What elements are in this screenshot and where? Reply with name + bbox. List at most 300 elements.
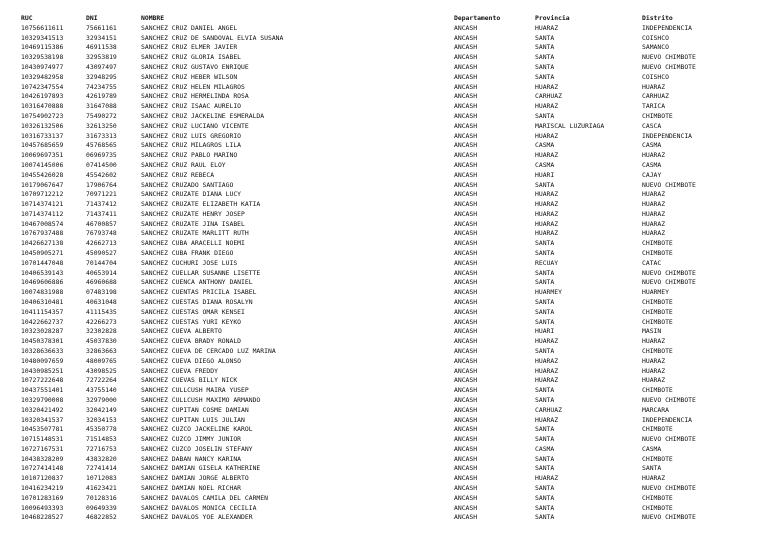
cell-provincia: SANTA <box>535 278 555 287</box>
cell-distrito: NUEVO CHIMBOTE <box>642 268 696 277</box>
cell-departamento: ANCASH <box>454 366 478 375</box>
cell-ruc: 10430985251 <box>21 366 64 375</box>
cell-distrito: HUARMEY <box>642 288 669 297</box>
cell-provincia: HUARMEY <box>535 288 562 297</box>
cell-distrito: NUEVO CHIMBOTE <box>642 395 696 404</box>
table-row <box>0 327 768 337</box>
table-row <box>0 416 768 426</box>
cell-provincia: SANTA <box>535 180 555 189</box>
table-row <box>0 435 768 445</box>
cell-nombre: SANCHEZ CRUZ JACKELINE ESMERALDA <box>141 112 265 120</box>
cell-ruc: 10742347554 <box>21 82 64 91</box>
cell-departamento: ANCASH <box>454 229 478 238</box>
cell-provincia: SANTA <box>535 484 555 493</box>
cell-distrito: CHIMBOTE <box>642 307 673 316</box>
cell-distrito: HUARAZ <box>642 190 666 199</box>
cell-nombre: SANCHEZ DAMIAN JORGE ALBERTO <box>141 474 249 483</box>
cell-dni: 32979000 <box>86 395 117 404</box>
cell-departamento: ANCASH <box>454 72 478 81</box>
cell-provincia: HUARAZ <box>535 82 559 91</box>
cell-departamento: ANCASH <box>454 425 478 434</box>
table-row <box>0 259 768 269</box>
cell-ruc: 10701447048 <box>21 258 64 267</box>
cell-ruc: 10069697351 <box>21 151 64 160</box>
cell-ruc: 10468228527 <box>21 513 64 522</box>
cell-departamento: ANCASH <box>454 151 478 160</box>
table-row <box>0 210 768 220</box>
cell-dni: 45350778 <box>86 425 117 434</box>
cell-distrito: HUARAZ <box>642 151 666 160</box>
table-row <box>0 504 768 514</box>
cell-departamento: ANCASH <box>454 160 478 169</box>
cell-dni: 10712083 <box>86 474 117 483</box>
cell-nombre: SANCHEZ CUENTAS PRICILA ISABEL <box>141 288 257 297</box>
cell-distrito: HUARAZ <box>642 376 666 385</box>
cell-distrito: CHIMBOTE <box>642 493 673 502</box>
cell-dni: 45090527 <box>86 249 117 258</box>
table-row <box>0 53 768 63</box>
cell-ruc: 10329482958 <box>21 72 64 81</box>
cell-provincia: HUARAZ <box>535 131 559 140</box>
cell-departamento: ANCASH <box>454 43 478 52</box>
cell-departamento: ANCASH <box>454 513 478 522</box>
cell-distrito: CASCA <box>642 121 662 130</box>
cell-ruc: 10450905271 <box>21 249 64 258</box>
cell-ruc: 10715148531 <box>21 435 64 444</box>
cell-nombre: SANCHEZ CULLCUSH MAIRA YUSEP <box>141 386 249 395</box>
cell-provincia: SANTA <box>535 249 555 258</box>
cell-dni: 42662713 <box>86 239 117 248</box>
cell-dni: 46822852 <box>86 513 117 522</box>
cell-ruc: 10320421492 <box>21 405 64 414</box>
cell-dni: 70128316 <box>86 493 117 502</box>
cell-distrito: CHIMBOTE <box>642 425 673 434</box>
cell-departamento: ANCASH <box>454 200 478 209</box>
cell-distrito: SANTA <box>642 464 662 473</box>
cell-departamento: ANCASH <box>454 209 478 218</box>
cell-distrito: HUARAZ <box>642 229 666 238</box>
cell-departamento: ANCASH <box>454 444 478 453</box>
cell-departamento: ANCASH <box>454 121 478 130</box>
cell-nombre: SANCHEZ CRUZ ISAAC AURELIO <box>141 102 242 111</box>
cell-departamento: ANCASH <box>454 454 478 463</box>
cell-nombre: SANCHEZ CUEVA FREDDY <box>141 366 218 375</box>
cell-distrito: CHIMBOTE <box>642 454 673 463</box>
cell-departamento: ANCASH <box>454 474 478 483</box>
cell-provincia: HUARAZ <box>535 151 559 160</box>
cell-departamento: ANCASH <box>454 23 478 32</box>
cell-distrito: CHIMBOTE <box>642 298 673 307</box>
cell-departamento: ANCASH <box>454 249 478 258</box>
cell-nombre: SANCHEZ CRUZ GLORIA ISABEL <box>141 53 242 62</box>
cell-provincia: SANTA <box>535 53 555 62</box>
table-row <box>0 494 768 504</box>
cell-dni: 07483198 <box>86 288 117 297</box>
cell-nombre: SANCHEZ CRUZATE HENRY JOSEP <box>141 209 245 218</box>
cell-nombre: SANCHEZ CUESTAS YURI KEYKO <box>141 317 242 326</box>
cell-provincia: SANTA <box>535 395 555 404</box>
cell-dni: 45542602 <box>86 170 117 179</box>
cell-provincia: HUARAZ <box>535 415 559 424</box>
cell-dni: 32034153 <box>86 415 117 424</box>
cell-ruc: 10714374121 <box>21 200 64 209</box>
cell-dni: 42619789 <box>86 92 117 101</box>
cell-distrito: CATAC <box>642 258 662 267</box>
cell-nombre: SANCHEZ CUBA ARACELLI NOEMI <box>141 239 245 248</box>
cell-distrito: CASMA <box>642 141 662 150</box>
cell-provincia: SANTA <box>535 454 555 463</box>
table-row <box>0 171 768 181</box>
table-row <box>0 269 768 279</box>
table-row <box>0 190 768 200</box>
cell-nombre: SANCHEZ CRUZATE DIANA LUCY <box>141 190 242 199</box>
cell-nombre: SANCHEZ CUEVA DE CERCADO LUZ MARINA <box>141 346 276 355</box>
cell-provincia: SANTA <box>535 307 555 316</box>
cell-departamento: ANCASH <box>454 33 478 42</box>
cell-ruc: 10767937488 <box>21 229 64 238</box>
cell-dni: 32934151 <box>86 33 117 42</box>
cell-provincia: HUARI <box>535 170 555 179</box>
cell-distrito: CHIMBOTE <box>642 112 673 120</box>
cell-departamento: ANCASH <box>454 484 478 493</box>
cell-nombre: SANCHEZ DAVALOS MONICA CECILIA <box>141 503 257 512</box>
cell-dni: 32302828 <box>86 327 117 336</box>
table-row <box>0 122 768 132</box>
cell-nombre: SANCHEZ CUENCA ANTHONY DANIEL <box>141 278 253 287</box>
cell-distrito: MASIN <box>642 327 662 336</box>
cell-nombre: SANCHEZ CRUZ HERMELINDA ROSA <box>141 92 249 101</box>
cell-ruc: 10316470888 <box>21 102 64 111</box>
cell-distrito: CASMA <box>642 444 662 453</box>
table-row <box>0 83 768 93</box>
cell-ruc: 10727414148 <box>21 464 64 473</box>
table-row <box>0 347 768 357</box>
cell-ruc: 10328636633 <box>21 346 64 355</box>
cell-provincia: HUARAZ <box>535 209 559 218</box>
cell-departamento: ANCASH <box>454 346 478 355</box>
cell-ruc: 10430974977 <box>21 63 64 72</box>
table-row <box>0 200 768 210</box>
cell-nombre: SANCHEZ CRUZ GUSTAVO ENRIQUE <box>141 63 249 72</box>
cell-dni: 46911538 <box>86 43 117 52</box>
cell-distrito: CHIMBOTE <box>642 239 673 248</box>
cell-departamento: ANCASH <box>454 278 478 287</box>
cell-dni: 32042149 <box>86 405 117 414</box>
cell-provincia: SANTA <box>535 112 555 120</box>
table-row <box>0 376 768 386</box>
cell-provincia: SANTA <box>535 425 555 434</box>
cell-provincia: CARHUAZ <box>535 92 562 101</box>
cell-departamento: ANCASH <box>454 415 478 424</box>
table-row <box>0 102 768 112</box>
cell-departamento: ANCASH <box>454 317 478 326</box>
header-departamento: Departamento <box>454 14 501 22</box>
cell-departamento: ANCASH <box>454 53 478 62</box>
cell-nombre: SANCHEZ CUEVAS BILLY NICK <box>141 376 238 385</box>
table-row <box>0 141 768 151</box>
cell-nombre: SANCHEZ CUZCO JACKELINE KAROL <box>141 425 253 434</box>
cell-ruc: 10329790008 <box>21 395 64 404</box>
table-row <box>0 298 768 308</box>
table-row <box>0 220 768 230</box>
cell-departamento: ANCASH <box>454 63 478 72</box>
cell-provincia: HUARAZ <box>535 356 559 365</box>
cell-distrito: HUARAZ <box>642 474 666 483</box>
cell-nombre: SANCHEZ CUPITAN LUIS JULIAN <box>141 415 245 424</box>
cell-nombre: SANCHEZ CRUZATE MARLITT RUTH <box>141 229 249 238</box>
cell-distrito: NUEVO CHIMBOTE <box>642 513 696 522</box>
cell-ruc: 10316733137 <box>21 131 64 140</box>
cell-nombre: SANCHEZ CULLCUSH MAXIMO ARMANDO <box>141 395 261 404</box>
cell-provincia: SANTA <box>535 63 555 72</box>
cell-dni: 76793748 <box>86 229 117 238</box>
cell-nombre: SANCHEZ CRUZ DANIEL ANGEL <box>141 23 238 32</box>
table-row <box>0 484 768 494</box>
cell-provincia: SANTA <box>535 239 555 248</box>
cell-provincia: CASMA <box>535 160 555 169</box>
cell-provincia: SANTA <box>535 464 555 473</box>
cell-provincia: HUARAZ <box>535 474 559 483</box>
cell-ruc: 10416234219 <box>21 484 64 493</box>
table-row <box>0 239 768 249</box>
cell-distrito: COISHCO <box>642 72 669 81</box>
table-row <box>0 43 768 53</box>
cell-distrito: NUEVO CHIMBOTE <box>642 435 696 444</box>
cell-distrito: CHIMBOTE <box>642 317 673 326</box>
table-row <box>0 425 768 435</box>
header-provincia: Provincia <box>535 14 570 22</box>
cell-ruc: 10426197893 <box>21 92 64 101</box>
cell-dni: 31647088 <box>86 102 117 111</box>
cell-ruc: 10406310481 <box>21 298 64 307</box>
cell-departamento: ANCASH <box>454 239 478 248</box>
cell-dni: 43832820 <box>86 454 117 463</box>
cell-dni: 46960688 <box>86 278 117 287</box>
table-row <box>0 513 768 523</box>
cell-nombre: SANCHEZ CUESTAS DIANA ROSALYN <box>141 298 253 307</box>
cell-departamento: ANCASH <box>454 102 478 111</box>
cell-dni: 32948295 <box>86 72 117 81</box>
cell-ruc: 10453507781 <box>21 425 64 434</box>
cell-ruc: 10323028287 <box>21 327 64 336</box>
cell-dni: 43097497 <box>86 63 117 72</box>
cell-nombre: SANCHEZ DAMIAN NOEL RICHAR <box>141 484 242 493</box>
cell-provincia: CASMA <box>535 141 555 150</box>
cell-ruc: 10450378301 <box>21 337 64 346</box>
cell-nombre: SANCHEZ CRUZ ELMER JAVIER <box>141 43 238 52</box>
cell-departamento: ANCASH <box>454 337 478 346</box>
cell-distrito: CHIMBOTE <box>642 346 673 355</box>
cell-provincia: SANTA <box>535 72 555 81</box>
cell-departamento: ANCASH <box>454 405 478 414</box>
cell-departamento: ANCASH <box>454 82 478 91</box>
table-row <box>0 445 768 455</box>
cell-departamento: ANCASH <box>454 386 478 395</box>
cell-departamento: ANCASH <box>454 503 478 512</box>
cell-distrito: NUEVO CHIMBOTE <box>642 63 696 72</box>
cell-departamento: ANCASH <box>454 92 478 101</box>
cell-departamento: ANCASH <box>454 493 478 502</box>
cell-distrito: HUARAZ <box>642 356 666 365</box>
cell-provincia: SANTA <box>535 346 555 355</box>
table-row <box>0 161 768 171</box>
cell-dni: 32863663 <box>86 346 117 355</box>
cell-departamento: ANCASH <box>454 376 478 385</box>
cell-provincia: SANTA <box>535 33 555 42</box>
cell-nombre: SANCHEZ CUEVA DIEGO ALONSO <box>141 356 242 365</box>
cell-ruc: 10329341513 <box>21 33 64 42</box>
cell-dni: 75490272 <box>86 112 117 120</box>
cell-provincia: SANTA <box>535 503 555 512</box>
cell-dni: 42266273 <box>86 317 117 326</box>
cell-dni: 45037830 <box>86 337 117 346</box>
cell-ruc: 10480097659 <box>21 356 64 365</box>
cell-distrito: CAJAY <box>642 170 662 179</box>
cell-nombre: SANCHEZ CUCHURI JOSE LUIS <box>141 258 238 267</box>
table-row <box>0 249 768 259</box>
table-row <box>0 34 768 44</box>
cell-departamento: ANCASH <box>454 464 478 473</box>
cell-ruc: 10179067647 <box>21 180 64 189</box>
cell-nombre: SANCHEZ CRUZ REBECA <box>141 170 215 179</box>
cell-distrito: INDEPENDENCIA <box>642 131 693 140</box>
cell-nombre: SANCHEZ CUESTAS OMAR KENSEI <box>141 307 245 316</box>
cell-dni: 71437411 <box>86 209 117 218</box>
cell-dni: 48009765 <box>86 356 117 365</box>
cell-ruc: 10426627138 <box>21 239 64 248</box>
cell-dni: 75661161 <box>86 23 117 32</box>
cell-provincia: SANTA <box>535 268 555 277</box>
cell-departamento: ANCASH <box>454 268 478 277</box>
cell-dni: 70971221 <box>86 190 117 199</box>
table-row <box>0 464 768 474</box>
cell-dni: 46700857 <box>86 219 117 228</box>
cell-ruc: 10406539143 <box>21 268 64 277</box>
header-nombre: NOMBRE <box>141 14 165 22</box>
cell-nombre: SANCHEZ CUBA FRANK DIEGO <box>141 249 234 258</box>
cell-nombre: SANCHEZ CRUZ PABLO MARINO <box>141 151 238 160</box>
table-row <box>0 406 768 416</box>
cell-distrito: CARHUAZ <box>642 92 669 101</box>
cell-ruc: 10437551401 <box>21 386 64 395</box>
table-row <box>0 357 768 367</box>
cell-nombre: SANCHEZ CRUZ RAUL ELOY <box>141 160 226 169</box>
cell-nombre: SANCHEZ CRUZ LUCIANO VICENTE <box>141 121 249 130</box>
cell-nombre: SANCHEZ CRUZ DE SANDOVAL ELVIA SUSANA <box>141 33 284 42</box>
table-row <box>0 63 768 73</box>
table-row <box>0 396 768 406</box>
cell-distrito: CHIMBOTE <box>642 386 673 395</box>
cell-nombre: SANCHEZ DAMIAN GISELA KATHERINE <box>141 464 261 473</box>
cell-departamento: ANCASH <box>454 180 478 189</box>
cell-ruc: 10701283169 <box>21 493 64 502</box>
table-row <box>0 151 768 161</box>
table-row <box>0 278 768 288</box>
cell-dni: 71437412 <box>86 200 117 209</box>
cell-provincia: HUARAZ <box>535 376 559 385</box>
cell-distrito: HUARAZ <box>642 366 666 375</box>
cell-departamento: ANCASH <box>454 395 478 404</box>
cell-nombre: SANCHEZ CRUZADO SANTIAGO <box>141 180 234 189</box>
table-row <box>0 308 768 318</box>
cell-dni: 72722264 <box>86 376 117 385</box>
cell-dni: 71514853 <box>86 435 117 444</box>
cell-departamento: ANCASH <box>454 141 478 150</box>
table-row <box>0 112 768 122</box>
cell-distrito: CASMA <box>642 160 662 169</box>
cell-provincia: HUARAZ <box>535 23 559 32</box>
cell-ruc: 10411154357 <box>21 307 64 316</box>
cell-departamento: ANCASH <box>454 190 478 199</box>
cell-ruc: 10469115386 <box>21 43 64 52</box>
cell-ruc: 10756611611 <box>21 23 64 32</box>
cell-provincia: RECUAY <box>535 258 559 267</box>
cell-provincia: HUARAZ <box>535 190 559 199</box>
table-row <box>0 24 768 34</box>
cell-nombre: SANCHEZ DABAN NANCY KARINA <box>141 454 242 463</box>
cell-dni: 41623421 <box>86 484 117 493</box>
cell-ruc: 10326132506 <box>21 121 64 130</box>
header-distrito: Distrito <box>642 14 673 22</box>
cell-provincia: HUARAZ <box>535 102 559 111</box>
cell-dni: 72716753 <box>86 444 117 453</box>
cell-ruc: 10438328209 <box>21 454 64 463</box>
cell-distrito: HUARAZ <box>642 209 666 218</box>
cell-departamento: ANCASH <box>454 288 478 297</box>
cell-dni: 09649339 <box>86 503 117 512</box>
cell-dni: 06969735 <box>86 151 117 160</box>
cell-dni: 72741414 <box>86 464 117 473</box>
cell-dni: 17906764 <box>86 180 117 189</box>
cell-distrito: CHIMBOTE <box>642 249 673 258</box>
cell-ruc: 10329538198 <box>21 53 64 62</box>
table-row <box>0 386 768 396</box>
header-dni: DNI <box>86 14 98 22</box>
cell-nombre: SANCHEZ DAVALOS CAMILA DEL CARMEN <box>141 493 268 502</box>
cell-provincia: HUARAZ <box>535 366 559 375</box>
cell-nombre: SANCHEZ CUPITAN COSME DAMIAN <box>141 405 249 414</box>
cell-nombre: SANCHEZ CUELLAR SUSANNE LISETTE <box>141 268 261 277</box>
cell-distrito: INDEPENDENCIA <box>642 23 693 32</box>
cell-provincia: CARHUAZ <box>535 405 562 414</box>
cell-ruc: 10422662737 <box>21 317 64 326</box>
cell-ruc: 10074831988 <box>21 288 64 297</box>
cell-ruc: 10074145006 <box>21 160 64 169</box>
cell-provincia: SANTA <box>535 493 555 502</box>
cell-departamento: ANCASH <box>454 356 478 365</box>
table-row <box>0 367 768 377</box>
cell-nombre: SANCHEZ CRUZATE ELIZABETH KATIA <box>141 200 261 209</box>
cell-ruc: 10457685659 <box>21 141 64 150</box>
cell-nombre: SANCHEZ CUEVA ALBERTO <box>141 327 222 336</box>
cell-ruc: 10754902723 <box>21 112 64 120</box>
header-row <box>0 14 768 24</box>
cell-nombre: SANCHEZ DAVALOS YOE ALEXANDER <box>141 513 253 522</box>
cell-distrito: INDEPENDENCIA <box>642 415 693 424</box>
cell-distrito: HUARAZ <box>642 337 666 346</box>
cell-dni: 32953819 <box>86 53 117 62</box>
cell-provincia: HUARAZ <box>535 200 559 209</box>
cell-nombre: SANCHEZ CUEVA BRADY RONALD <box>141 337 242 346</box>
cell-dni: 74234755 <box>86 82 117 91</box>
cell-ruc: 10709712212 <box>21 190 64 199</box>
cell-departamento: ANCASH <box>454 298 478 307</box>
cell-dni: 43098525 <box>86 366 117 375</box>
cell-nombre: SANCHEZ CUZCO JIMMY JUNIOR <box>141 435 242 444</box>
cell-dni: 43755140 <box>86 386 117 395</box>
cell-departamento: ANCASH <box>454 258 478 267</box>
cell-ruc: 10096493393 <box>21 503 64 512</box>
